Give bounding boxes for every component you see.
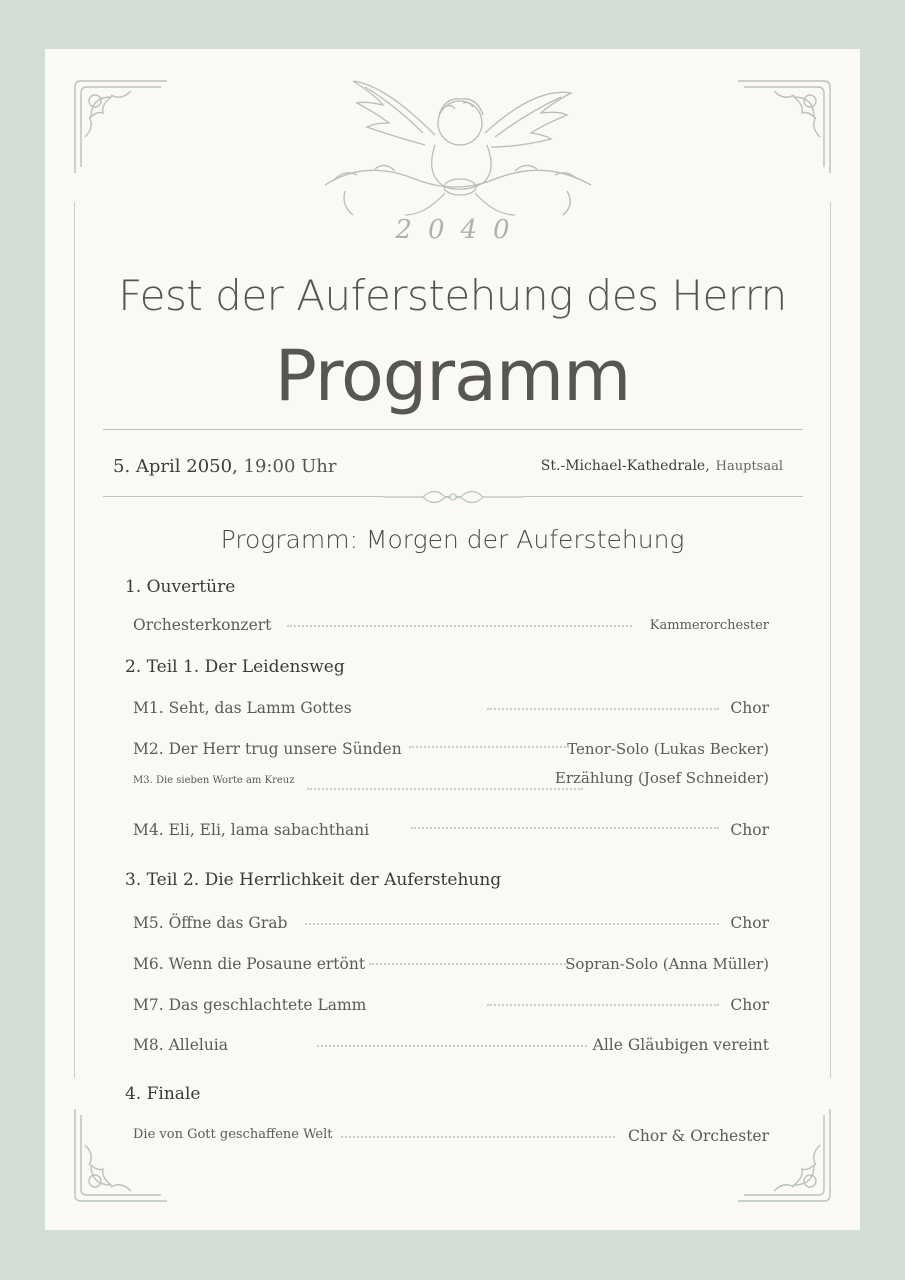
date-time (113, 456, 337, 477)
dotted-leader (409, 746, 569, 748)
dotted-leader (487, 708, 719, 710)
item-name: M8. Alleluia (133, 1036, 229, 1054)
divider-ornament-icon (363, 487, 543, 507)
item-name: M2. Der Herr trug unsere Sünden (133, 740, 402, 758)
dotted-leader (369, 963, 569, 965)
venue (541, 458, 783, 474)
frame-left-line (74, 202, 75, 1078)
section-title: 1. Ouvertüre (125, 577, 236, 597)
section-title: 2. Teil 1. Der Leidensweg (125, 657, 345, 677)
item-performer: Alle Gläubigen vereint (592, 1036, 769, 1054)
section-title: 4. Finale (125, 1084, 201, 1104)
section-title: 3. Teil 2. Die Herrlichkeit der Auferstehung (125, 870, 502, 890)
dotted-leader (487, 1004, 719, 1006)
dotted-leader (307, 788, 583, 790)
item-performer: Chor & Orchester (628, 1127, 769, 1145)
program-heading: Programm: Morgen der Auferstehung (220, 525, 685, 554)
item-performer: Chor (730, 914, 769, 932)
item-name: M3. Die sieben Worte am Kreuz (133, 775, 295, 786)
venue-hall: Hauptsaal (715, 459, 783, 474)
event-date: 5. April 2050, (113, 455, 238, 477)
event-title: Fest der Auferstehung des Herrn (118, 271, 787, 320)
item-name: M4. Eli, Eli, lama sabachthani (133, 821, 370, 839)
item-performer: Chor (730, 821, 769, 839)
corner-ornament-top-left-icon (71, 77, 171, 177)
dotted-leader (341, 1136, 615, 1138)
item-name: M1. Seht, das Lamm Gottes (133, 699, 352, 717)
item-performer: Erzählung (Josef Schneider) (554, 769, 769, 787)
item-performer: Sopran-Solo (Anna Müller) (565, 955, 769, 973)
item-name: Orchesterkonzert (133, 616, 272, 634)
program-page (45, 49, 860, 1230)
item-name: M6. Wenn die Posaune ertönt (133, 955, 366, 973)
dotted-leader (305, 923, 719, 925)
top-divider (103, 429, 803, 430)
dotted-leader (317, 1045, 587, 1047)
frame-right-line (830, 202, 831, 1078)
item-performer: Chor (730, 996, 769, 1014)
corner-ornament-bottom-left-icon (71, 1105, 171, 1205)
item-performer: Chor (730, 699, 769, 717)
event-info-row (113, 451, 783, 481)
corner-ornament-top-right-icon (734, 77, 834, 177)
year-label: 2040 (395, 215, 526, 245)
item-name: M7. Das geschlachtete Lamm (133, 996, 367, 1014)
venue-name: St.-Michael-Kathedrale, (540, 458, 710, 474)
angel-illustration-icon (305, 75, 605, 225)
item-name: M5. Öffne das Grab (133, 914, 288, 932)
corner-ornament-bottom-right-icon (734, 1105, 834, 1205)
item-performer: Kammerorchester (649, 618, 769, 633)
main-title: Programm (274, 335, 631, 417)
item-performer: Tenor-Solo (Lukas Becker) (567, 740, 769, 758)
item-name: Die von Gott geschaffene Welt (133, 1127, 333, 1142)
event-time: 19:00 Uhr (243, 455, 337, 477)
dotted-leader (287, 625, 632, 627)
dotted-leader (411, 827, 719, 829)
